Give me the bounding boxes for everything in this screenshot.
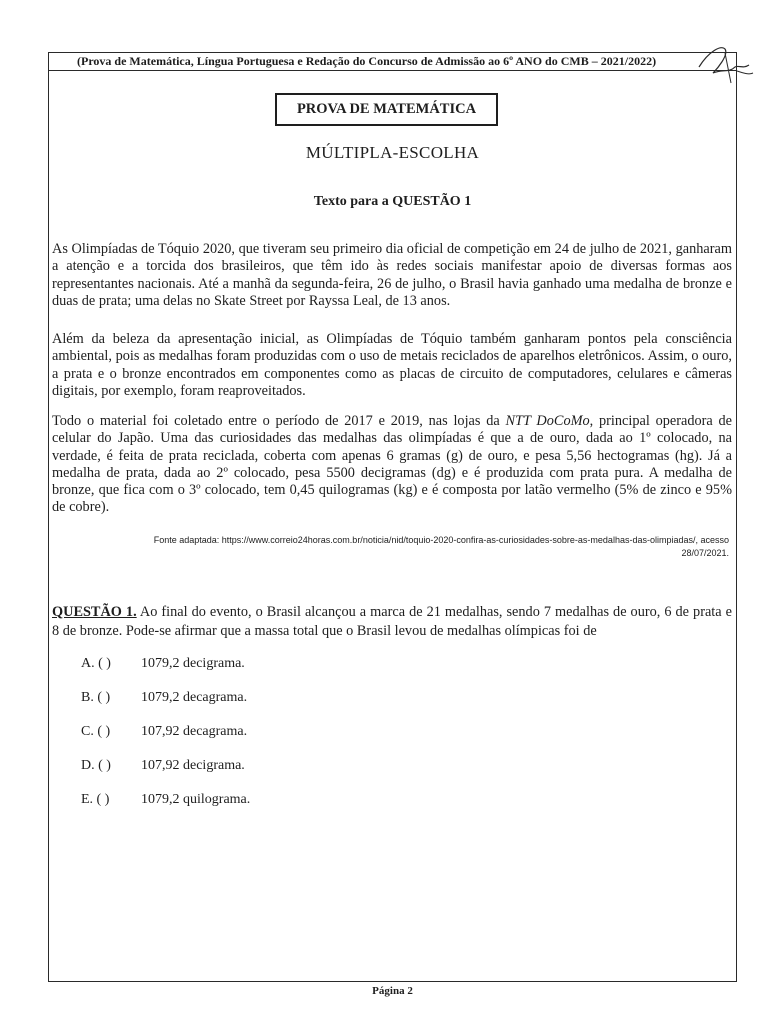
text-heading: Texto para a QUESTÃO 1 (313, 194, 472, 209)
page-frame (48, 52, 737, 997)
source-citation (49, 534, 729, 559)
option-c[interactable] (81, 724, 247, 740)
option-d-text: 107,92 decigrama. (141, 758, 245, 773)
option-c-text: 107,92 decagrama. (141, 724, 248, 739)
question-label: QUESTÃO 1. (52, 604, 137, 620)
paragraph-3 (52, 413, 732, 517)
option-e-checkbox[interactable]: E. ( ) (81, 792, 110, 807)
paragraph-2: Além da beleza da apresentação inicial, as Olimpíadas de Tóquio também ganharam pontos pela consciência ambiental, pois as medalhas foram produzidas com o uso de metais reciclados de aparelhos eletrônicos. Assim, o ouro, a prata e o bronze encontrados em componentes como as placas de circuito de computadores, celulares e câmeras digitais, por exemplo, foram reaproveitados. (52, 331, 732, 399)
section-title: PROVA DE MATEMÁTICA (275, 93, 498, 126)
source-line-2: 28/07/2021. (681, 547, 729, 558)
paragraph-3-start: Todo o material foi coletado entre o período de 2017 e 2019, nas lojas da (52, 413, 506, 429)
header-divider (49, 70, 736, 71)
option-a-text: 1079,2 decigrama. (141, 656, 245, 671)
option-c-checkbox[interactable]: C. ( ) (81, 724, 111, 739)
option-e-text: 1079,2 quilograma. (141, 792, 251, 807)
page-number: Página 2 (372, 985, 413, 997)
handwritten-signature (695, 43, 755, 87)
option-e[interactable] (81, 792, 250, 808)
paragraph-1: As Olimpíadas de Tóquio 2020, que tiveram seu primeiro dia oficial de competição em 24 de julho de 2021, ganharam a atenção e a torcida dos brasileiros, que têm ido às redes sociais manifestar apoio de diversas formas aos representantes nacionais. Até a manhã da segunda-feira, 26 de julho, o Brasil havia ganhado uma medalha de bronze e duas de prata; uma delas no Skate Street por Rayssa Leal, de 13 anos. (52, 241, 732, 309)
exam-header: (Prova de Matemática, Língua Portuguesa e Redação do Concurso de Admissão ao 6º ANO do CMB – 2021/2022) (77, 54, 657, 68)
option-b-checkbox[interactable]: B. ( ) (81, 690, 111, 705)
option-b[interactable] (81, 690, 247, 706)
option-d-checkbox[interactable]: D. ( ) (81, 758, 111, 773)
question-text: Ao final do evento, o Brasil alcançou a marca de 21 medalhas, sendo 7 medalhas de ouro, 6 de prata e 8 de bronze. Pode-se afirmar que a massa total que o Brasil levou de medalhas olímpicas foi de (52, 604, 732, 639)
section-subtitle: MÚLTIPLA-ESCOLHA (305, 143, 480, 162)
paragraph-3-end: , principal operadora de celular do Japão. Uma das curiosidades das medalhas das olimpíadas é que a de ouro, dada ao 1º colocado, na verdade, é feita de prata reciclada, coberta com apenas 6 gramas (g) de ouro, e pesa 5,56 hectogramas (hg). Já a medalha de prata, dada ao 2º colocado, pesa 5500 decigramas (dg) e é produzida com prata pura. A medalha de bronze, que fica com o 3º colocado, tem 0,45 quilogramas (kg) e é composta por latão vermelho (5% de zinco e 95% de cobre). (52, 413, 732, 516)
question-1 (52, 603, 732, 641)
option-b-text: 1079,2 decagrama. (141, 690, 248, 705)
company-name: NTT DoCoMo (505, 413, 590, 429)
option-a[interactable] (81, 656, 245, 672)
option-a-checkbox[interactable]: A. ( ) (81, 656, 111, 671)
source-line-1: Fonte adaptada: https://www.correio24horas.com.br/noticia/nid/toquio-2020-confira-as-curiosidades-sobre-as-medalhas-das-olimpiadas/, acesso (153, 535, 729, 545)
option-d[interactable] (81, 758, 245, 774)
